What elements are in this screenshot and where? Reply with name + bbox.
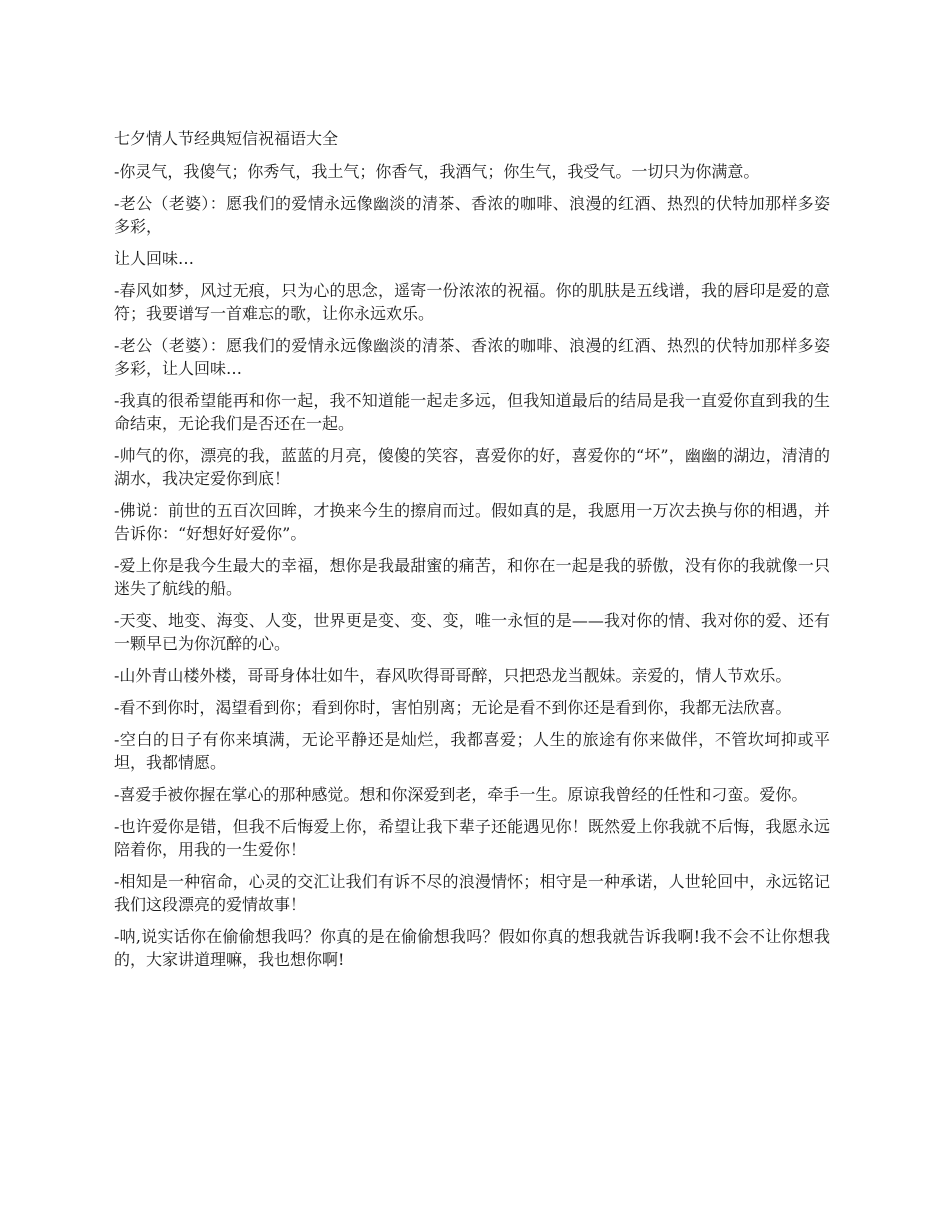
paragraph: -佛说：前世的五百次回眸，才换来今生的擦肩而过。假如真的是，我愿用一万次去换与你的相遇，并告诉你：“好想好好爱你”。 xyxy=(114,501,830,543)
paragraph: -春风如梦，风过无痕，只为心的思念，遥寄一份浓浓的祝福。你的肌肤是五线谱，我的唇印是爱的意符；我要谱写一首难忘的歌，让你永远欢乐。 xyxy=(114,281,830,323)
paragraph: -老公（老婆）：愿我们的爱情永远像幽淡的清茶、香浓的咖啡、浪漫的红酒、热烈的伏特加那样多姿多彩，让人回味… xyxy=(114,336,830,378)
paragraph: -山外青山楼外楼，哥哥身体壮如牛，春风吹得哥哥醉，只把恐龙当靓妹。亲爱的，情人节欢乐。 xyxy=(114,666,792,685)
paragraph: -你灵气，我傻气；你秀气，我土气；你香气，我酒气；你生气，我受气。一切只为你满意。 xyxy=(114,162,760,181)
paragraph: -爱上你是我今生最大的幸福，想你是我最甜蜜的痛苦，和你在一起是我的骄傲，没有你的我就像一只迷失了航线的船。 xyxy=(114,556,830,598)
paragraph: -空白的日子有你来填满，无论平静还是灿烂，我都喜爱；人生的旅途有你来做伴，不管坎坷抑或平坦，我都情愿。 xyxy=(114,730,830,772)
paragraph: -天变、地变、海变、人变，世界更是变、变、变，唯一永恒的是——我对你的情、我对你的爱、还有一颗早已为你沉醉的心。 xyxy=(114,611,830,653)
paragraph: -相知是一种宿命，心灵的交汇让我们有诉不尽的浪漫情怀；相守是一种承诺，人世轮回中，永远铭记我们这段漂亮的爱情故事！ xyxy=(114,872,830,914)
paragraph: 让人回味… xyxy=(114,249,195,268)
paragraph: -喜爱手被你握在掌心的那种感觉。想和你深爱到老，牵手一生。原谅我曾经的任性和刁蛮。爱你。 xyxy=(114,785,808,804)
document-page xyxy=(114,128,830,980)
paragraph: -也许爱你是错，但我不后悔爱上你，希望让我下辈子还能遇见你！既然爱上你我就不后悔，我愿永远陪着你，用我的一生爱你！ xyxy=(114,817,830,859)
document-title: 七夕情人节经典短信祝福语大全 xyxy=(114,129,339,148)
paragraph: -帅气的你，漂亮的我，蓝蓝的月亮，傻傻的笑容，喜爱你的好，喜爱你的“坏”，幽幽的湖边，清清的湖水，我决定爱你到底！ xyxy=(114,446,830,488)
paragraph: -看不到你时，渴望看到你；看到你时，害怕别离；无论是看不到你还是看到你，我都无法欣喜。 xyxy=(114,698,792,717)
paragraph: -呐,说实话你在偷偷想我吗？你真的是在偷偷想我吗？假如你真的想我就告诉我啊!我不会不让你想我的，大家讲道理嘛，我也想你啊! xyxy=(114,927,830,969)
paragraph: -老公（老婆）：愿我们的爱情永远像幽淡的清茶、香浓的咖啡、浪漫的红酒、热烈的伏特加那样多姿多彩， xyxy=(114,194,830,236)
paragraph: -我真的很希望能再和你一起，我不知道能一起走多远，但我知道最后的结局是我一直爱你直到我的生命结束，无论我们是否还在一起。 xyxy=(114,391,830,433)
